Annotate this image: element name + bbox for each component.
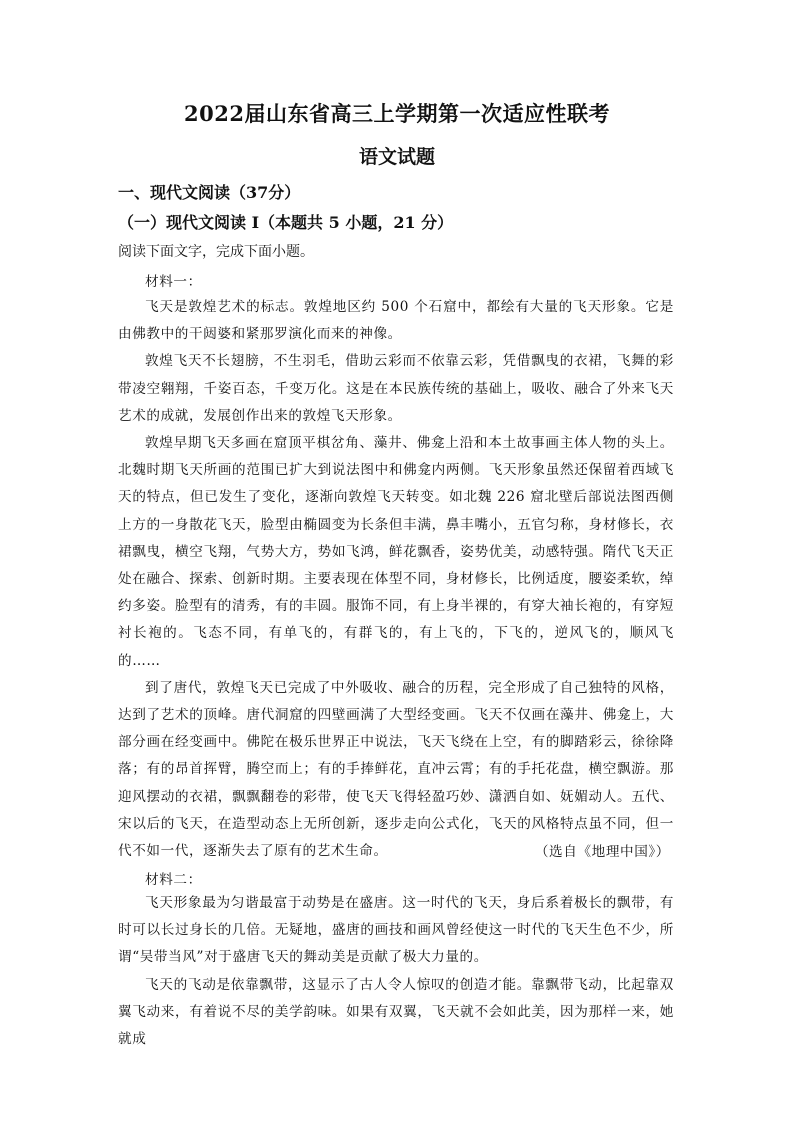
material1-body	[118, 294, 674, 865]
document-subtitle: 语文试题	[358, 146, 435, 168]
material2-paragraph: 飞天形象最为匀谐最富于动势是在盛唐。这一时代的飞天，身后系着极长的飘带，有时可以长过身长的几倍。无疑地，盛唐的画技和画风曾经使这一时代的飞天生色不少，所谓“吴带当风”对于盛唐飞天的舞动美是贡献了极大力量的。	[118, 895, 674, 966]
document-title: 2022届山东省高三上学期第一次适应性联考	[184, 101, 610, 126]
instruction-text: 阅读下面文字，完成下面小题。	[118, 244, 314, 260]
material1-paragraph: 敦煌飞天不长翅膀，不生羽毛，借助云彩而不依靠云彩，凭借飘曳的衣裙，飞舞的彩带凌空翱翔，千姿百态，千变万化。这是在本民族传统的基础上，吸收、融合了外来飞天艺术的成就，发展创作出来的敦煌飞天形象。	[118, 353, 674, 424]
material1-paragraph: 到了唐代，敦煌飞天已完成了中外吸收、融合的历程，完全形成了自己独特的风格，达到了艺术的顶峰。唐代洞窟的四壁画满了大型经变画。飞天不仅画在藻井、佛龛上，大部分画在经变画中。佛陀在极乐世界正中说法，飞天飞绕在上空，有的脚踏彩云，徐徐降落；有的昂首挥臂，腾空而上；有的手捧鲜花，直冲云霄；有的手托花盘，横空飘游。那迎风摆动的衣裙，飘飘翻卷的彩带，使飞天飞得轻盈巧妙、潇洒自如、妩媚动人。五代、宋以后的飞天，在造型动态上无所创新，逐步走向公式化，飞天的风格特点虽不同，但一代不如一代，逐渐失去了原有的艺术生命。	[118, 679, 674, 860]
material2-label: 材料二：	[145, 872, 202, 888]
material2-paragraph: 飞天的飞动是依靠飘带，这显示了古人令人惊叹的创造才能。靠飘带飞动，比起靠双翼飞动来，有着说不尽的美学韵味。如果有双翼，飞天就不会如此美，因为那样一来，她就成	[118, 976, 674, 1048]
material1-paragraph: 敦煌早期飞天多画在窟顶平棋岔角、藻井、佛龛上沿和本土故事画主体人物的头上。北魏时期飞天所画的范围已扩大到说法图中和佛龛内两侧。飞天形象虽然还保留着西域飞天的特点，但已发生了变化，逐渐向敦煌飞天转变。如北魏 226 窟北壁后部说法图西侧上方的一身散花飞天，脸型由椭圆变为长条但丰满，鼻丰嘴小，五官匀称，身材修长，衣裙飘曳，横空飞翔，气势大方，势如飞鸿，鲜花飘香，姿势优美，动感特强。隋代飞天正处在融合、探索、创新时期。主要表现在体型不同，身材修长，比例适度，腰姿柔软，绰约多姿。脸型有的清秀，有的丰圆。服饰不同，有上身半裸的，有穿大袖长袍的，有穿短衬长袍的。飞态不同，有单飞的，有群飞的，有上飞的，下飞的，逆风飞的，顺风飞的……	[118, 435, 674, 669]
material1-paragraph: 飞天是敦煌艺术的标志。敦煌地区约 500 个石窟中，都绘有大量的飞天形象。它是由佛教中的干闼婆和紧那罗演化而来的神像。	[118, 299, 674, 343]
material1-label: 材料一：	[145, 274, 202, 290]
material1-source: （选自《地理中国》）	[534, 844, 670, 860]
section-heading: 一、现代文阅读（37分）	[118, 183, 301, 202]
material2-body	[118, 890, 674, 1053]
subsection-heading: （一）现代文阅读 I（本题共 5 小题，21 分）	[118, 213, 454, 232]
